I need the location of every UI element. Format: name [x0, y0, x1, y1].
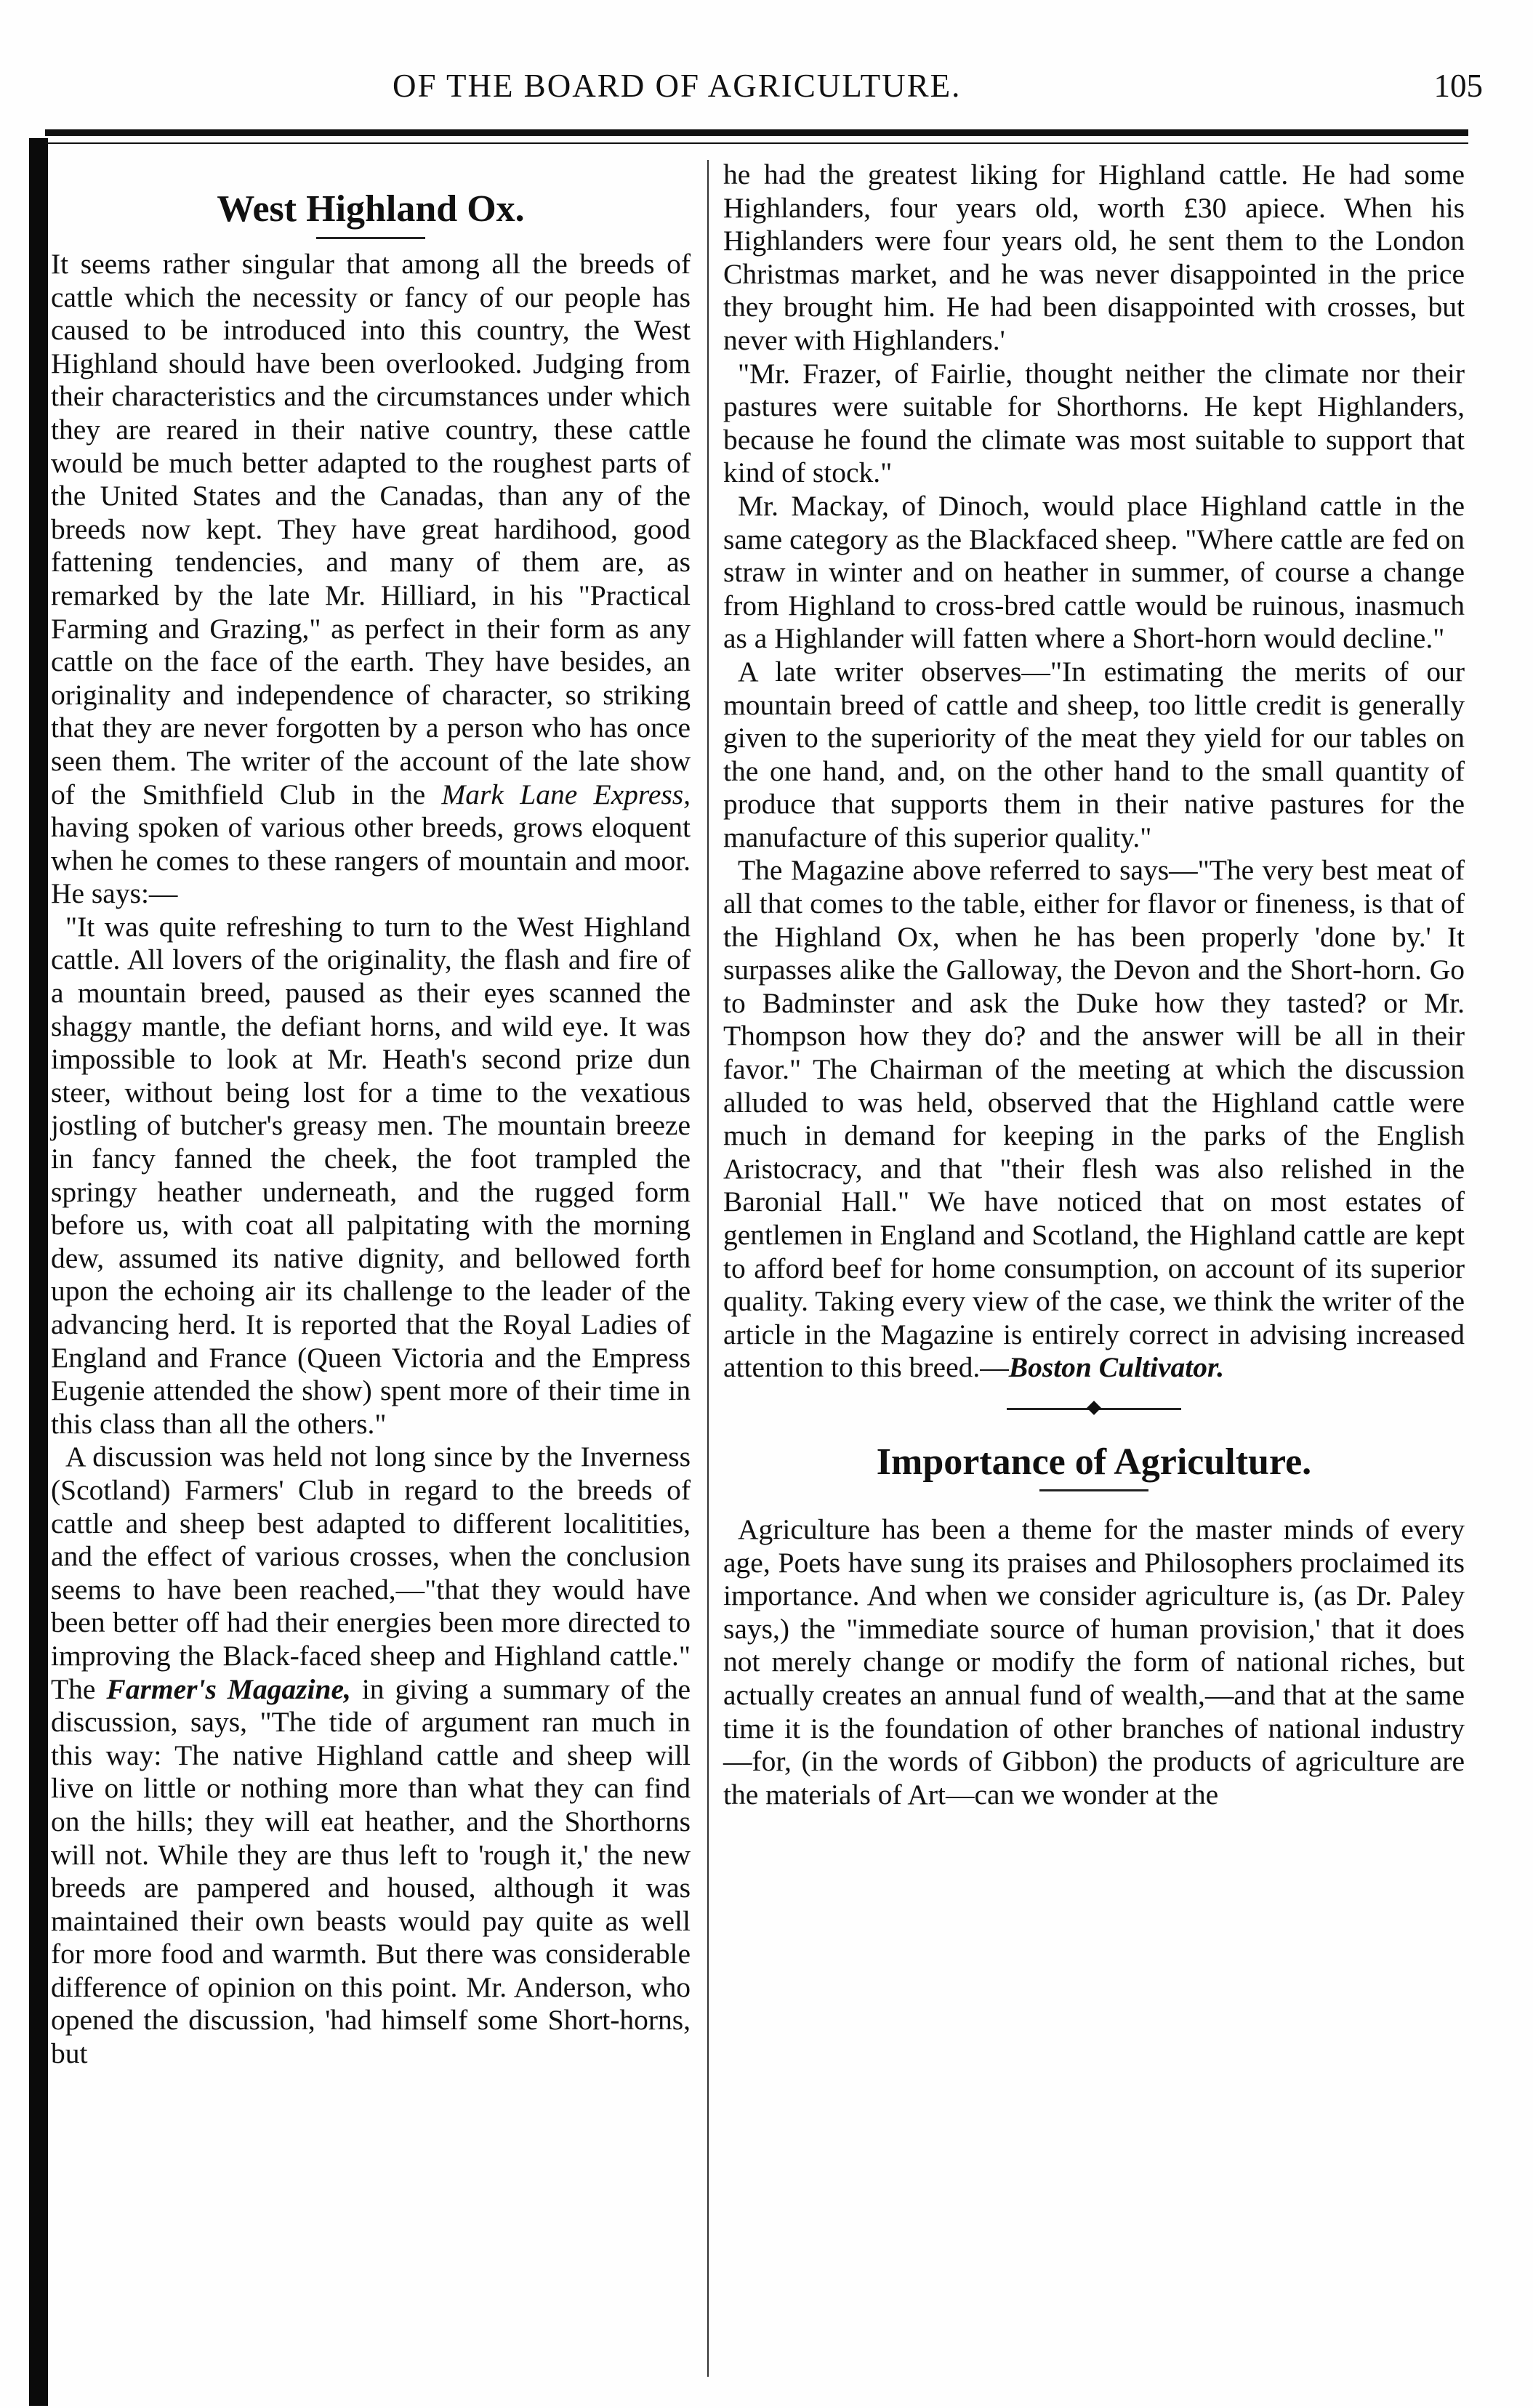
paragraph-text: It seems rather singular that among all the breeds of cattle which the necessity or fancy of our people has caused to be introduced into this country, the West Highland should have been overlooked. Judging from their characteristics and the circumstances under which they are reared in their native country, these cattle would be much better adapted to the roughest parts of the United States and the Canadas, than any of the breeds now kept. They have great hardihood, good fattening tendencies, and many of them are, as remarked by the late Mr. Hilliard, in his "Practical Farming and Grazing," as perfect in their form as any cattle on the face of the earth. They have besides, an originality and independence of character, so striking that they are never forgotten by a person who has once seen them. The writer of the account of the late show of the Smithfield Club in the: [51, 248, 691, 810]
publication-name: Mark Lane Express,: [441, 778, 691, 810]
article-paragraph: A late writer observes—"In estimating the merits of our mountain breed of cattle and sheep, too little credit is generally given to the superiority of the meat they yield for our tables on the one hand, and, on the other hand to the small quantity of produce that supports them in their native pastures for the manufacture of this superior quality.": [723, 655, 1465, 853]
article-paragraph: Mr. Mackay, of Dinoch, would place Highland cattle in the same category as the Blackfaced sheep. "Where cattle are fed on straw in winter and on heather in summer, of course a change from Highland to cross-bred cattle would be ruinous, inasmuch as a Highlander will fatten where a Short-horn would decline.": [723, 489, 1465, 655]
article-paragraph: [51, 1441, 691, 2070]
title-underline: [316, 237, 425, 239]
running-head: [393, 67, 1483, 118]
article-title-west-highland-ox: West Highland Ox.: [217, 188, 525, 230]
binding-edge-shadow: [29, 138, 48, 2406]
article-paragraph: Agriculture has been a theme for the master minds of every age, Poets have sung its praises and Philosophers proclaimed its importance. And when we consider agriculture is, (as Dr. Paley says,) the "immediate source of human provision,' that it does not merely change or modify the form of national riches, but actually creates an annual fund of wealth,—and that at the same time it is the foundation of other branches of national industry—for, (in the words of Gibbon) the products of agriculture are the materials of Art—can we wonder at the: [723, 1513, 1465, 1811]
title-underline: [1039, 1489, 1148, 1491]
paragraph-text: in giving a summary of the discussion, says, "The tide of argument ran much in this way: The native Highland cattle and sheep will live on little or nothing more than what they can find on the hills; they will eat heather, and the Shorthorns will not. While they are thus left to 'rough it,' the new breeds are pampered and housed, although it was maintained their own beasts would pay quite as well for more food and warmth. But there was considerable difference of opinion on this point. Mr. Anderson, who opened the discussion, 'had himself some Short-horns, but: [51, 1672, 691, 2070]
paragraph-text: having spoken of various other breeds, grows eloquent when he comes to these rangers of mountain and moor. He says:—: [51, 811, 691, 910]
article-paragraph: [51, 248, 691, 911]
article-paragraph: he had the greatest liking for Highland cattle. He had some Highlanders, four years old, worth £30 apiece. When his Highlanders were four years old, he sent them to the London Christmas market, and he was never disappointed in the price they brought him. He had been disappointed with crosses, but never with Highlanders.': [723, 158, 1465, 356]
header-rule-thick: [45, 129, 1468, 136]
article-quote: "It was quite refreshing to turn to the West Highland cattle. All lovers of the originality, the flash and fire of a mountain breed, paused as their eyes scanned the shaggy mantle, the defiant horns, and wild eye. It was impossible to look at Mr. Heath's second prize dun steer, without being lost for a time to the vexatious jostling of butcher's greasy men. The mountain breeze in fancy fanned the cheek, the foot trampled the springy heather underneath, and the rugged form before us, with coat all palpitating with the morning dew, assumed its native dignity, and bellowed forth upon the echoing air its challenge to the leader of the advancing herd. It is reported that the Royal Ladies of England and France (Queen Victoria and the Empress Eugenie attended the show) spent more of their time in this class than all the others.": [51, 910, 691, 1440]
diamond-icon: [1087, 1401, 1101, 1415]
right-column: [723, 158, 1465, 1811]
left-column: [51, 158, 691, 2071]
article-paragraph: "Mr. Frazer, of Fairlie, thought neither the climate nor their pastures were suitable for Shorthorns. He kept Highlanders, because he found the climate was most suitable to support that kind of stock.": [723, 357, 1465, 489]
source-attribution: Boston Cultivator.: [1008, 1351, 1225, 1384]
article-title-importance-of-agriculture: Importance of Agriculture.: [876, 1441, 1312, 1483]
article-paragraph: [723, 854, 1465, 1385]
paragraph-text: The Magazine above referred to says—"The very best meat of all that comes to the table, either for flavor or fineness, is that of the Highland Ox, when he has been properly 'done by.' It surpasses alike the Galloway, the Devon and the Short-horn. Go to Badminster and ask the Duke how they tasted? or Mr. Thompson how they do? and the answer will be all in their favor." The Chairman of the meeting at which the discussion alluded to was held, observed that the Highland cattle were much in demand for keeping in the parks of the English Aristocracy, and that "their flesh was also relished in the Baronial Hall." We have noticed that on most estates of gentlemen in England and Scotland, the Highland cattle are kept to afford beef for home consumption, on account of its superior quality. Taking every view of the case, we think the writer of the article in the Magazine is entirely correct in advising increased attention to this breed.—: [723, 854, 1465, 1384]
section-divider-ornament: [723, 1395, 1465, 1424]
header-rule-thin: [45, 142, 1468, 144]
running-title: OF THE BOARD OF AGRICULTURE.: [393, 68, 962, 104]
publication-name: Farmer's Magazine,: [106, 1672, 351, 1705]
page-number: 105: [1433, 68, 1483, 104]
paragraph-text: A discussion was held not long since by the Inverness (Scotland) Farmers' Club in regard to the breeds of cattle and sheep best adapted to different localitities, and the effect of various crosses, when the conclusion seems to have been reached,—"that they would have been better off had their energies been more directed to improving the Black-faced sheep and Highland cattle." The: [51, 1441, 691, 1705]
column-divider: [707, 160, 709, 2377]
